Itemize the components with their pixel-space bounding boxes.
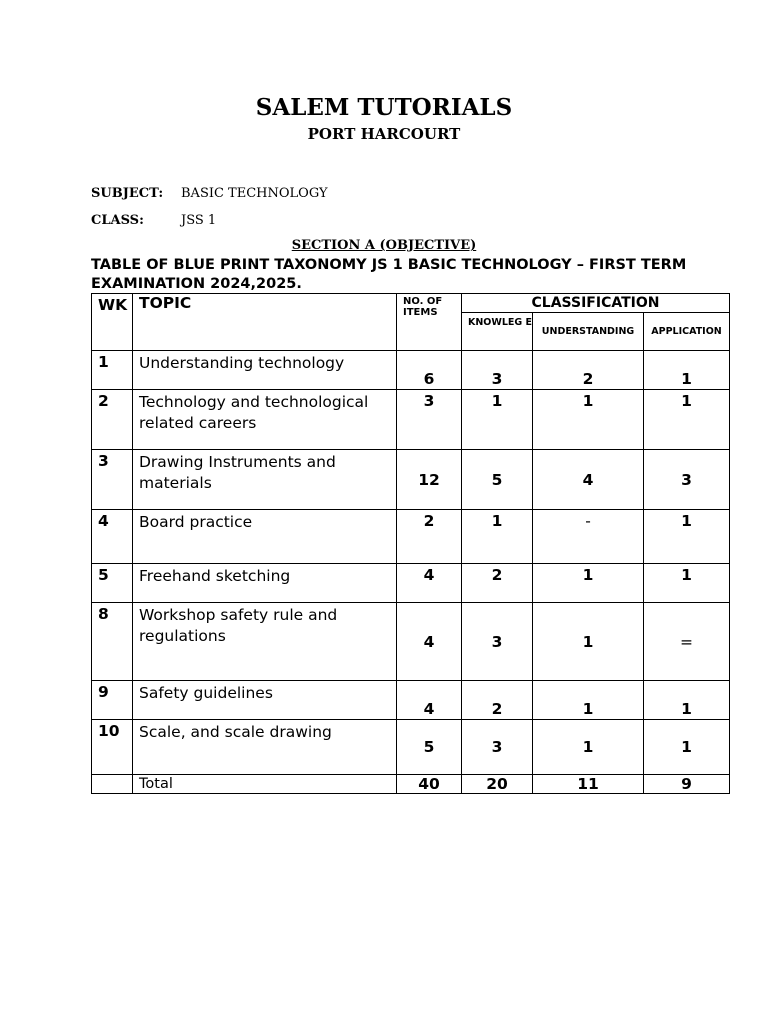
- section-title: SECTION A (OBJECTIVE): [291, 238, 477, 253]
- table-row: [92, 681, 730, 720]
- header-application: APPLICATION: [644, 313, 730, 351]
- row-understanding: 1: [533, 681, 644, 720]
- row-knowledge: 2: [462, 681, 533, 720]
- row-application: 1: [644, 390, 730, 450]
- row-understanding: -: [533, 510, 644, 564]
- table-row: [92, 390, 730, 450]
- row-knowledge: 3: [462, 351, 533, 390]
- row-understanding: 1: [533, 564, 644, 603]
- blueprint-table: [91, 293, 730, 794]
- row-items: 12: [397, 450, 462, 510]
- row-topic: Safety guidelines: [133, 681, 397, 720]
- row-topic: Technology and technological related careers: [133, 390, 397, 450]
- header-wk: WK: [92, 294, 133, 351]
- row-knowledge: 3: [462, 603, 533, 681]
- table-total-row: [92, 775, 730, 794]
- class-value: JSS 1: [181, 213, 217, 228]
- row-items: 6: [397, 351, 462, 390]
- total-application: 9: [644, 775, 730, 794]
- total-items: 40: [397, 775, 462, 794]
- row-wk: 9: [92, 681, 133, 720]
- row-application: 1: [644, 510, 730, 564]
- subject-label: SUBJECT:: [91, 186, 164, 201]
- row-understanding: 4: [533, 450, 644, 510]
- header-topic: TOPIC: [133, 294, 397, 351]
- table-heading: TABLE OF BLUE PRINT TAXONOMY JS 1 BASIC TECHNOLOGY – FIRST TERM EXAMINATION 2024,2025.: [91, 257, 687, 292]
- total-wk-empty: [92, 775, 133, 794]
- row-topic: Drawing Instruments and materials: [133, 450, 397, 510]
- row-items: 4: [397, 681, 462, 720]
- row-wk: 5: [92, 564, 133, 603]
- row-knowledge: 1: [462, 510, 533, 564]
- table-header-row: [92, 294, 730, 313]
- table-row: [92, 564, 730, 603]
- document-subtitle: PORT HARCOURT: [307, 125, 461, 143]
- row-topic: Scale, and scale drawing: [133, 720, 397, 775]
- row-application: 3: [644, 450, 730, 510]
- row-wk: 2: [92, 390, 133, 450]
- row-wk: 8: [92, 603, 133, 681]
- table-row: [92, 720, 730, 775]
- row-application: 1: [644, 681, 730, 720]
- row-understanding: 1: [533, 603, 644, 681]
- row-wk: 3: [92, 450, 133, 510]
- row-knowledge: 1: [462, 390, 533, 450]
- row-items: 3: [397, 390, 462, 450]
- row-application: 1: [644, 564, 730, 603]
- header-classification: CLASSIFICATION: [462, 294, 730, 313]
- row-wk: 1: [92, 351, 133, 390]
- table-row: [92, 603, 730, 681]
- total-label: Total: [133, 775, 397, 794]
- row-application: 1: [644, 351, 730, 390]
- row-topic: Freehand sketching: [133, 564, 397, 603]
- table-row: [92, 351, 730, 390]
- row-topic: Understanding technology: [133, 351, 397, 390]
- header-knowledge: KNOWLEG E: [462, 313, 533, 351]
- row-topic: Workshop safety rule and regulations: [133, 603, 397, 681]
- row-knowledge: 2: [462, 564, 533, 603]
- row-topic: Board practice: [133, 510, 397, 564]
- row-application: 1: [644, 720, 730, 775]
- row-application: =: [644, 603, 730, 681]
- table-row: [92, 450, 730, 510]
- row-understanding: 1: [533, 720, 644, 775]
- row-items: 5: [397, 720, 462, 775]
- class-line: [91, 213, 216, 228]
- row-items: 4: [397, 603, 462, 681]
- subject-line: [91, 186, 328, 201]
- row-items: 2: [397, 510, 462, 564]
- row-wk: 10: [92, 720, 133, 775]
- total-knowledge: 20: [462, 775, 533, 794]
- row-understanding: 2: [533, 351, 644, 390]
- total-understanding: 11: [533, 775, 644, 794]
- document-title: SALEM TUTORIALS: [255, 94, 513, 121]
- row-items: 4: [397, 564, 462, 603]
- header-items: NO. OF ITEMS: [397, 294, 462, 351]
- row-knowledge: 3: [462, 720, 533, 775]
- row-wk: 4: [92, 510, 133, 564]
- row-knowledge: 5: [462, 450, 533, 510]
- class-label: CLASS:: [91, 213, 144, 228]
- subject-value: BASIC TECHNOLOGY: [181, 186, 328, 201]
- table-row: [92, 510, 730, 564]
- row-understanding: 1: [533, 390, 644, 450]
- header-understanding: UNDERSTANDING: [533, 313, 644, 351]
